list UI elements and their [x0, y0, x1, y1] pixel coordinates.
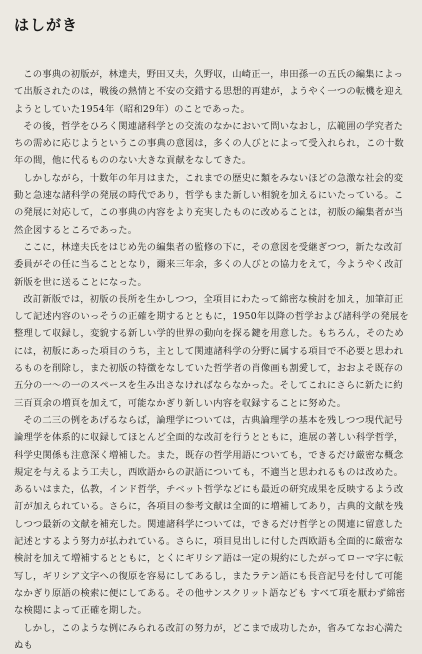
body-text — [14, 66, 412, 654]
paragraph: 改訂新版では，初版の長所を生かしつつ，全項目にわたって綿密な検討を加え，加筆訂正して記述内容のいっそうの正確を期するとともに，1950年以降の哲学および諸科学の発展を整理して収録し，変貌する新しい学的世界の動向を探る鍵を用意した。もちろん，そのためには，初版にあった項目のうち，主として関連諸科学の分野に属する項目で不必要と思われるものを削除し，また初版の特徴をなしていた哲学者の肖像画も割愛して，おおよそ既存の五分の一～の一のスペースを生み出さなければならなかった。そしてこれにさらに新たに約三百頁余の増頁を加えて，可能なかぎり新しい内容を収録することに努めた。 — [14, 291, 412, 412]
page-title: はしがき — [14, 14, 78, 35]
paragraph: しかし，このような例にみられる改訂の努力が，どこまで成功したか，省みてなお心満たぬも — [14, 620, 412, 654]
paragraph: その後，哲学をひろく関連諸科学との交流のなかにおいて問いなおし，広範囲の学究者たちの需めに応じようというこの事典の意図は，多くの人びとによって受入れられ，この十数年の間，他に代るもののない大きな貢献をなしてきた。 — [14, 118, 412, 170]
paragraph: その二三の例をあげるならば，論理学については，古典論理学の基本を残しつつ現代記号論理学を体系的に収録してほとんど全面的な改訂を行うとともに，進展の著しい科学哲学，科学史関係も注意深く増補した。また，既存の哲学用語についても，できるだけ厳密な概念規定を与えるよう工夫し，西欧語からの訳語についても，不適当と思われるものは改めた。あるいはまた，仏教，インド哲学，チベット哲学などにも最近の研究成果を反映するよう改訂が加えられている。さらに，各項目の参考文献は全面的に増補してあり，古典的文献を残しつつ最新の文献を補充した。関連諸科学については，できるだけ哲学との関連に留意した記述とするよう努力が払われている。さらに，項目見出しに付した西欧語も全面的に厳密な検討を加えて増補するとともに，とくにギリシア語は一定の規約にしたがってローマ字に転写し，ギリシア文字への復原を容易にしてあるし，またラテン語にも長音記号を付して可能なかぎり原語の検索に便にしてある。その他サンスクリット語なども すべて項を厭わず綿密な検閲によって正確を期した。 — [14, 412, 412, 620]
paragraph: しかしながら，十数年の年月はまた，これまでの歴史に類をみないほどの急激な社会的変動と急速な諸科学の発展の時代であり，哲学もまた新しい相貌を加えるにいたっている。この発展に対応して，この事典の内容をより充実したものに改めることは，初版の編集者が当然企図するところであった。 — [14, 170, 412, 239]
paragraph: ここに，林達夫氏をはじめ先の編集者の監修の下に，その意図を受継ぎつつ，新たな改訂委員がその任に当ることとなり，爾来三年余，多くの人びとの協力をえて，今ようやく改訂新版を世に送ることになった。 — [14, 239, 412, 291]
paragraph: この事典の初版が，林達夫，野田又夫，久野収，山崎正一，串田孫一の五氏の編集によって出版されたのは，戦後の熱情と不安の交錯する思想的再建が，ようやく一つの転機を迎えようとしていた1954年（昭和29年）のことであった。 — [14, 66, 412, 118]
